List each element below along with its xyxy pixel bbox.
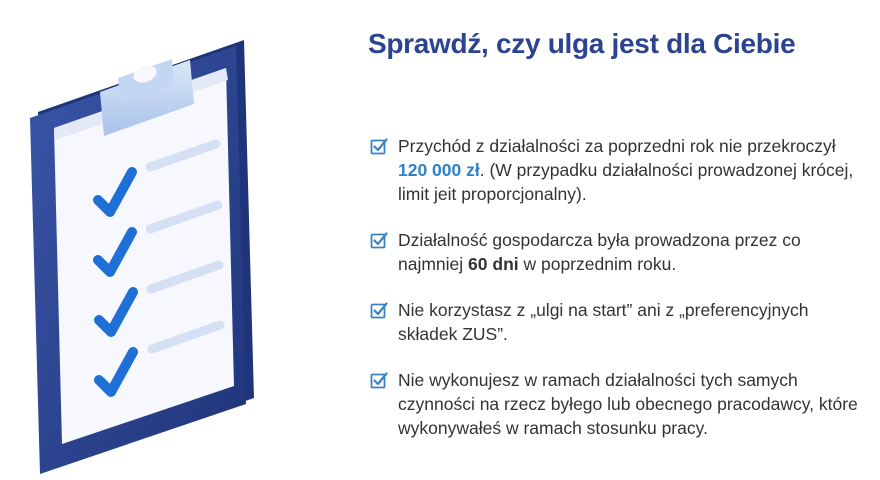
checkbox-checked-icon (370, 231, 388, 249)
list-item (368, 368, 868, 440)
days-threshold: 60 dni (468, 254, 519, 274)
item-text: Nie korzystasz z „ulgi na start” ani z „preferencyjnych składek ZUS”. (398, 300, 809, 344)
list-item (368, 228, 868, 276)
list-item (368, 134, 868, 206)
checkbox-checked-icon (370, 301, 388, 319)
item-text: Nie wykonujesz w ramach działalności tych samych czynności na rzecz byłego lub obecnego pracodawcy, które wykonywałeś w ramach stosunku pracy. (398, 370, 858, 438)
checkbox-checked-icon (370, 137, 388, 155)
list-item (368, 298, 868, 346)
clipboard-checklist-icon (0, 0, 330, 480)
checkbox-checked-icon (370, 371, 388, 389)
item-text: Przychód z działalności za poprzedni rok nie przekroczył 120 000 zł. (W przypadku działalności prowadzonej krócej, limit jeit proporcjonalny). (398, 136, 854, 204)
requirements-list (368, 134, 868, 462)
income-limit: 120 000 zł (398, 160, 480, 180)
page-title: Sprawdź, czy ulga jest dla Ciebie (368, 28, 796, 59)
content-panel (368, 28, 868, 438)
item-text: Działalność gospodarcza była prowadzona przez co najmniej 60 dni w poprzednim roku. (398, 230, 801, 274)
